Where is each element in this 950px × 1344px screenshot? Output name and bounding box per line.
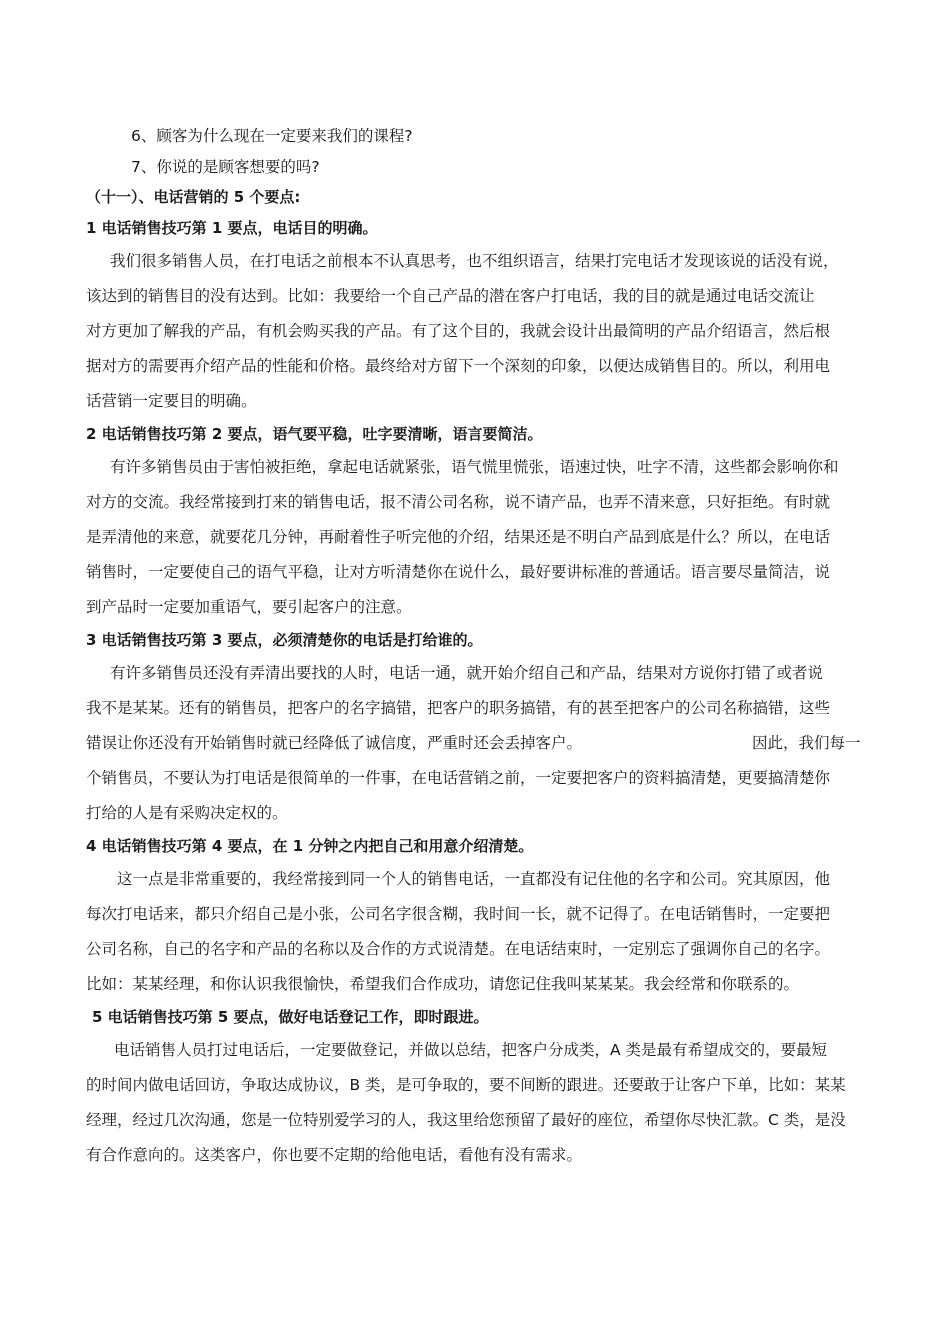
point-5-line: 有合作意向的。这类客户，你也要不定期的给他电话，看他有没有需求。 bbox=[86, 1146, 583, 1164]
point-3-line: 打给的人是有采购决定权的。 bbox=[86, 804, 288, 822]
point-4-line: 这一点是非常重要的，我经常接到同一个人的销售电话，一直都没有记住他的名字和公司。究其原因，他 bbox=[117, 870, 831, 888]
point-3-line: 错误让你还没有开始销售时就已经降低了诚信度，严重时还会丢掉客户。 bbox=[86, 734, 583, 752]
point-2-line: 有许多销售员由于害怕被拒绝，拿起电话就紧张，语气慌里慌张，语速过快，吐字不清，这些都会影响你和 bbox=[110, 458, 839, 476]
point-3-line: 有许多销售员还没有弄清出要找的人时，电话一通，就开始介绍自己和产品，结果对方说你打错了或者说 bbox=[110, 664, 824, 682]
section-title: （十一）、电话营销的 5 个要点: bbox=[86, 188, 301, 206]
point-3-heading: 3 电话销售技巧第 3 要点，必须清楚你的电话是打给谁的。 bbox=[86, 631, 483, 649]
point-2-heading: 2 电话销售技巧第 2 要点，语气要平稳，吐字要清晰，语言要简洁。 bbox=[86, 425, 543, 443]
point-3-line: 我不是某某。还有的销售员，把客户的名字搞错，把客户的职务搞错，有的甚至把客户的公司名称搞错，这些 bbox=[86, 699, 831, 717]
point-2-line: 销售时，一定要使自己的语气平稳，让对方听清楚你在说什么，最好要讲标准的普通话。语言要尽量简洁，说 bbox=[86, 563, 831, 581]
point-1-line: 据对方的需要再介绍产品的性能和价格。最终给对方留下一个深刻的印象，以便达成销售目的。所以，利用电 bbox=[86, 357, 831, 375]
point-4-heading: 4 电话销售技巧第 4 要点，在 1 分钟之内把自己和用意介绍清楚。 bbox=[86, 837, 534, 855]
point-4-line: 每次打电话来，都只介绍自己是小张，公司名字很含糊，我时间一长，就不记得了。在电话销售时，一定要把 bbox=[86, 905, 831, 923]
point-2-line: 到产品时一定要加重语气，要引起客户的注意。 bbox=[86, 598, 412, 616]
point-3-line: 因此，我们每一 bbox=[752, 734, 861, 752]
point-5-line: 的时间内做电话回访，争取达成协议，B 类，是可争取的，要不间断的跟进。还要敢于让客户下单，比如：某某 bbox=[86, 1076, 846, 1094]
point-1-line: 该达到的销售目的没有达到。比如：我要给一个自己产品的潜在客户打电话，我的目的就是通过电话交流让 bbox=[86, 287, 815, 305]
point-2-line: 是弄清他的来意，就要花几分钟，再耐着性子听完他的介绍，结果还是不明白产品到底是什么？所以，在电话 bbox=[86, 528, 831, 546]
point-1-line: 对方更加了解我的产品，有机会购买我的产品。有了这个目的，我就会设计出最简明的产品介绍语言，然后根 bbox=[86, 322, 831, 340]
point-5-heading: 5 电话销售技巧第 5 要点，做好电话登记工作，即时跟进。 bbox=[92, 1008, 489, 1026]
list-item: 6、顾客为什么现在一定要来我们的课程? bbox=[131, 127, 413, 145]
point-1-line: 话营销一定要目的明确。 bbox=[86, 392, 257, 410]
list-item: 7、你说的是顾客想要的吗? bbox=[131, 158, 320, 176]
point-1-heading: 1 电话销售技巧第 1 要点，电话目的明确。 bbox=[86, 219, 378, 237]
point-1-line: 我们很多销售人员，在打电话之前根本不认真思考，也不组织语言，结果打完电话才发现该说的话没有说， bbox=[110, 252, 839, 270]
point-2-line: 对方的交流。我经常接到打来的销售电话，报不清公司名称，说不请产品，也弄不清来意，只好拒绝。有时就 bbox=[86, 493, 831, 511]
point-3-line: 个销售员，不要认为打电话是很简单的一件事，在电话营销之前，一定要把客户的资料搞清楚，更要搞清楚你 bbox=[86, 769, 831, 787]
point-5-line: 经理，经过几次沟通，您是一位特别爱学习的人，我这里给您预留了最好的座位，希望你尽快汇款。C 类，是没 bbox=[86, 1111, 846, 1129]
point-4-line: 公司名称，自己的名字和产品的名称以及合作的方式说清楚。在电话结束时，一定别忘了强调你自己的名字。 bbox=[86, 940, 831, 958]
point-4-line: 比如：某某经理，和你认识我很愉快，希望我们合作成功，请您记住我叫某某某。我会经常和你联系的。 bbox=[86, 975, 800, 993]
point-5-line: 电话销售人员打过电话后，一定要做登记，并做以总结，把客户分成类，A 类是最有希望成交的，要最短 bbox=[114, 1041, 828, 1059]
